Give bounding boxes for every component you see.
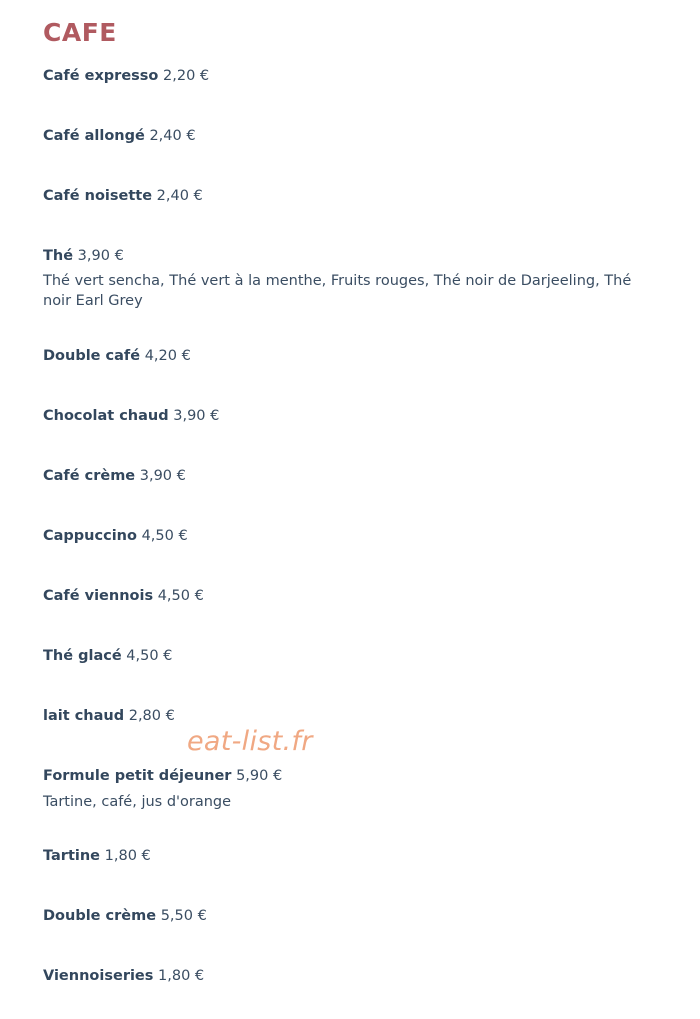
item-price: 4,50 € — [126, 648, 173, 664]
item-name: Thé — [43, 248, 74, 264]
item-name: Chocolat chaud — [43, 408, 169, 424]
item-name: Viennoiseries — [43, 968, 154, 984]
menu-item — [43, 186, 663, 206]
item-description: Tartine, café, jus d'orange — [43, 794, 232, 810]
item-name: Cappuccino — [43, 528, 137, 544]
item-price: 3,90 € — [173, 408, 220, 424]
watermark: eat-list.fr — [187, 726, 313, 757]
menu-item — [43, 846, 663, 866]
item-price: 5,50 € — [160, 908, 207, 924]
item-price: 2,40 € — [149, 128, 196, 144]
item-name: Café allongé — [43, 128, 145, 144]
menu-item — [43, 406, 663, 426]
menu-item — [43, 466, 663, 486]
item-price: 1,80 € — [158, 968, 205, 984]
item-name: lait chaud — [43, 708, 125, 724]
menu-item — [43, 526, 663, 546]
item-price: 4,20 € — [144, 348, 191, 364]
item-price: 1,80 € — [104, 848, 151, 864]
item-name: Formule petit déjeuner — [43, 768, 232, 784]
item-price: 2,20 € — [163, 68, 210, 84]
menu-item — [43, 766, 663, 812]
menu-item — [43, 346, 663, 366]
item-name: Thé glacé — [43, 648, 122, 664]
item-name: Café expresso — [43, 68, 159, 84]
menu-item — [43, 246, 663, 311]
item-name: Café viennois — [43, 588, 154, 604]
menu-item — [43, 706, 663, 726]
item-price: 3,90 € — [77, 248, 124, 264]
item-price: 5,90 € — [236, 768, 283, 784]
menu-item — [43, 126, 663, 146]
menu-item — [43, 906, 663, 926]
menu-item — [43, 66, 663, 86]
item-name: Double café — [43, 348, 141, 364]
item-price: 4,50 € — [157, 588, 204, 604]
menu-item — [43, 586, 663, 606]
item-name: Tartine — [43, 848, 101, 864]
menu-title: CAFE — [43, 18, 117, 47]
item-name: Café noisette — [43, 188, 153, 204]
item-price: 4,50 € — [141, 528, 188, 544]
item-description: Thé vert sencha, Thé vert à la menthe, Fruits rouges, Thé noir de Darjeeling, Thé noir Earl Grey — [43, 273, 632, 309]
item-name: Double crème — [43, 908, 157, 924]
item-price: 2,80 € — [128, 708, 175, 724]
menu-item — [43, 646, 663, 666]
item-name: Café crème — [43, 468, 136, 484]
item-price: 2,40 € — [156, 188, 203, 204]
menu-item — [43, 966, 663, 986]
item-price: 3,90 € — [139, 468, 186, 484]
